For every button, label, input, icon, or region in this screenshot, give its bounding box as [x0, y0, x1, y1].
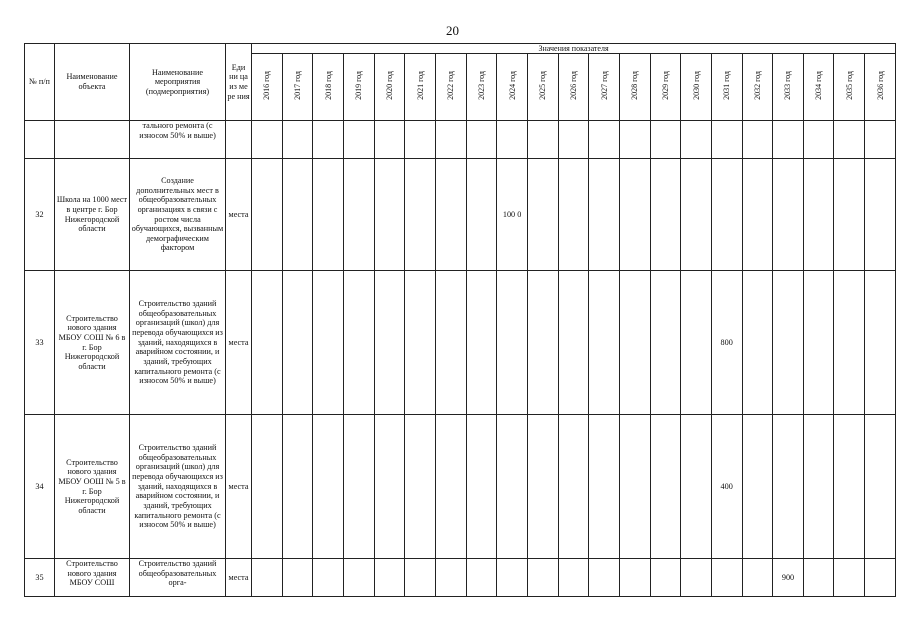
value-cell [374, 121, 405, 159]
value-cell [834, 271, 865, 415]
unit-cell: места [226, 271, 252, 415]
value-cell [282, 415, 313, 559]
value-cell [435, 415, 466, 559]
value-cell [742, 121, 773, 159]
event-name-cell: Строительство зданий общеобразовательных организаций (школ) для перевода обучающихся из зданий, находящихся в аварийном состоянии, и зданий, требующих капитального ремонта (с износом 50% и выше) [130, 271, 226, 415]
value-cell [435, 271, 466, 415]
year-header: 2035 год [834, 54, 865, 121]
value-cell [681, 121, 712, 159]
value-cell [252, 121, 283, 159]
value-cell [527, 121, 558, 159]
value-cell [773, 415, 804, 559]
value-cell [466, 121, 497, 159]
table-body [25, 121, 896, 597]
value-cell [558, 559, 589, 597]
value-cell [313, 121, 344, 159]
value-cell [313, 415, 344, 559]
year-header: 2018 год [313, 54, 344, 121]
year-header: 2016 год [252, 54, 283, 121]
value-cell [773, 159, 804, 271]
value-cell [589, 271, 620, 415]
value-cell [282, 159, 313, 271]
year-header: 2033 год [773, 54, 804, 121]
value-cell [252, 415, 283, 559]
value-cell [527, 271, 558, 415]
col-header-unit: Еди ни ца из ме ре ния [226, 44, 252, 121]
col-header-values: Значения показателя [252, 44, 896, 54]
value-cell [681, 415, 712, 559]
value-cell [252, 159, 283, 271]
value-cell [773, 271, 804, 415]
value-cell [374, 415, 405, 559]
value-cell [343, 415, 374, 559]
value-cell [313, 159, 344, 271]
value-cell [803, 559, 834, 597]
event-name-cell: Строительство зданий общеобразовательных орга- [130, 559, 226, 597]
value-cell [803, 271, 834, 415]
value-cell [650, 415, 681, 559]
value-cell [374, 271, 405, 415]
object-name-cell: Строительство нового здания МБОУ ООШ № 5 в г. Бор Нижегородской области [55, 415, 130, 559]
value-cell [865, 271, 896, 415]
event-name-cell: тального ремонта (с износом 50% и выше) [130, 121, 226, 159]
value-cell [558, 121, 589, 159]
value-cell [865, 159, 896, 271]
year-header: 2021 год [405, 54, 436, 121]
year-header: 2020 год [374, 54, 405, 121]
value-cell [589, 559, 620, 597]
value-cell [252, 271, 283, 415]
value-cell [466, 159, 497, 271]
value-cell [343, 159, 374, 271]
year-header: 2027 год [589, 54, 620, 121]
value-cell [742, 415, 773, 559]
value-cell [619, 121, 650, 159]
value-cell [834, 415, 865, 559]
row-number-cell: 33 [25, 271, 55, 415]
value-cell [742, 271, 773, 415]
value-cell [650, 159, 681, 271]
value-cell [497, 271, 528, 415]
value-cell: 100 0 [497, 159, 528, 271]
value-cell [834, 159, 865, 271]
year-header: 2019 год [343, 54, 374, 121]
unit-cell: места [226, 559, 252, 597]
value-cell [589, 121, 620, 159]
unit-cell: места [226, 159, 252, 271]
row-number-cell: 34 [25, 415, 55, 559]
value-cell [405, 121, 436, 159]
year-header: 2022 год [435, 54, 466, 121]
table-row [25, 121, 896, 159]
value-cell [497, 415, 528, 559]
year-header: 2029 год [650, 54, 681, 121]
value-cell [374, 559, 405, 597]
value-cell [803, 415, 834, 559]
col-header-num: № п/п [25, 44, 55, 121]
indicator-table [24, 43, 896, 597]
value-cell [834, 121, 865, 159]
row-number-cell [25, 121, 55, 159]
value-cell [282, 271, 313, 415]
value-cell [650, 121, 681, 159]
value-cell [527, 159, 558, 271]
value-cell [865, 559, 896, 597]
value-cell [497, 559, 528, 597]
value-cell [619, 415, 650, 559]
value-cell [435, 121, 466, 159]
year-header: 2032 год [742, 54, 773, 121]
value-cell [742, 159, 773, 271]
value-cell [405, 415, 436, 559]
value-cell [343, 121, 374, 159]
value-cell [405, 271, 436, 415]
value-cell [803, 159, 834, 271]
value-cell [681, 271, 712, 415]
year-header: 2026 год [558, 54, 589, 121]
year-header: 2024 год [497, 54, 528, 121]
event-name-cell: Создание дополнительных мест в общеобразовательных организациях в связи с ростом числа обучающихся, вызванным демографическим фактором [130, 159, 226, 271]
value-cell [834, 559, 865, 597]
row-number-cell: 32 [25, 159, 55, 271]
value-cell [405, 159, 436, 271]
value-cell [803, 121, 834, 159]
value-cell [865, 415, 896, 559]
year-header: 2023 год [466, 54, 497, 121]
value-cell [619, 271, 650, 415]
object-name-cell [55, 121, 130, 159]
page-number: 20 [446, 23, 459, 38]
year-header: 2034 год [803, 54, 834, 121]
object-name-cell: Строительство нового здания МБОУ СОШ № 6 в г. Бор Нижегородской области [55, 271, 130, 415]
value-cell [619, 159, 650, 271]
value-cell [435, 559, 466, 597]
value-cell [527, 559, 558, 597]
value-cell [313, 559, 344, 597]
event-name-cell: Строительство зданий общеобразовательных организаций (школ) для перевода обучающихся из зданий, находящихся в аварийном состоянии, и зданий, требующих капитального ремонта (с износом 50% и выше) [130, 415, 226, 559]
value-cell [589, 159, 620, 271]
value-cell [711, 159, 742, 271]
object-name-cell: Школа на 1000 мест в центре г. Бор Нижегородской области [55, 159, 130, 271]
value-cell [343, 271, 374, 415]
row-number-cell: 35 [25, 559, 55, 597]
value-cell [711, 121, 742, 159]
value-cell [742, 559, 773, 597]
value-cell [374, 159, 405, 271]
value-cell [589, 415, 620, 559]
value-cell [497, 121, 528, 159]
object-name-cell: Строительство нового здания МБОУ СОШ [55, 559, 130, 597]
value-cell [865, 121, 896, 159]
year-header: 2017 год [282, 54, 313, 121]
value-cell [681, 159, 712, 271]
value-cell [282, 559, 313, 597]
value-cell: 900 [773, 559, 804, 597]
year-header: 2031 год [711, 54, 742, 121]
value-cell: 400 [711, 415, 742, 559]
value-cell [650, 559, 681, 597]
table-row [25, 415, 896, 559]
value-cell: 800 [711, 271, 742, 415]
value-cell [558, 159, 589, 271]
value-cell [252, 559, 283, 597]
value-cell [558, 415, 589, 559]
col-header-event: Наименование мероприятия (подмероприятия) [130, 44, 226, 121]
year-header: 2025 год [527, 54, 558, 121]
value-cell [773, 121, 804, 159]
table-row [25, 159, 896, 271]
value-cell [619, 559, 650, 597]
value-cell [282, 121, 313, 159]
year-header: 2036 год [865, 54, 896, 121]
value-cell [466, 559, 497, 597]
year-header: 2030 год [681, 54, 712, 121]
value-cell [466, 415, 497, 559]
col-header-object: Наименование объекта [55, 44, 130, 121]
table-row [25, 559, 896, 597]
value-cell [466, 271, 497, 415]
table-row [25, 271, 896, 415]
value-cell [558, 271, 589, 415]
value-cell [681, 559, 712, 597]
value-cell [405, 559, 436, 597]
value-cell [435, 159, 466, 271]
value-cell [711, 559, 742, 597]
header-row-1 [25, 44, 896, 54]
unit-cell [226, 121, 252, 159]
value-cell [650, 271, 681, 415]
value-cell [313, 271, 344, 415]
year-header: 2028 год [619, 54, 650, 121]
value-cell [343, 559, 374, 597]
unit-cell: места [226, 415, 252, 559]
value-cell [527, 415, 558, 559]
